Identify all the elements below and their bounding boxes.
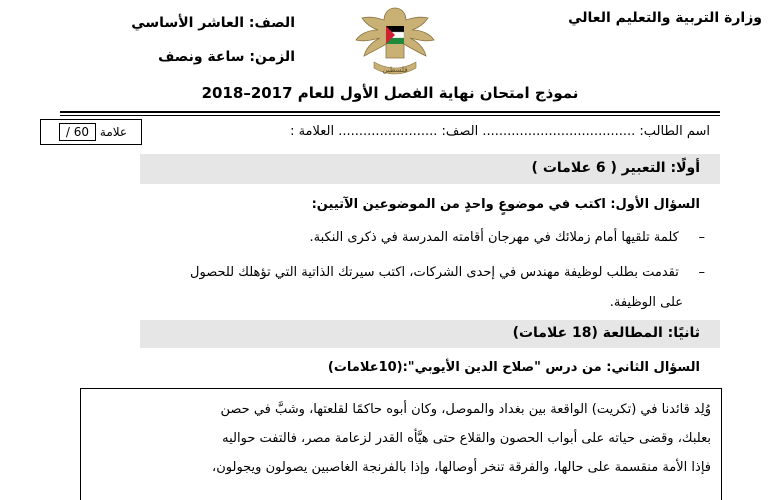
bullet-item: – كلمة تلقيها أمام زملائك في مهرجان أقامته المدرسة في ذكرى النكبة. <box>309 230 705 245</box>
palestine-emblem-icon <box>350 0 440 82</box>
score-unit: علامة <box>99 125 128 139</box>
time-label: الزمن: ساعة ونصف <box>158 49 295 65</box>
section2-heading: ثانيًا: المطالعة (18 علامات) <box>512 325 700 341</box>
emblem-text: فلسطين <box>382 66 408 74</box>
bullet-item: – تقدمت بطلب لوظيفة مهندس في إحدى الشركات، اكتب سيرتك الذاتية التي تؤهلك للحصول <box>190 265 705 280</box>
bullet-text: كلمة تلقيها أمام زملائك في مهرجان أقامته المدرسة في ذكرى النكبة. <box>309 230 679 245</box>
question2-label: السؤال الثاني: من درس "صلاح الدين الأيوبي":(10علامات) <box>327 360 700 375</box>
passage-line: فإذا الأمة منقسمة على حالها، والفرقة تنخر أوصالها، وإذا بالفرنجة الغاصبين يصولون ويجولون، <box>212 460 711 475</box>
grade-label: الصف: العاشر الأساسي <box>131 15 295 31</box>
header-right <box>522 6 762 30</box>
student-info-line: اسم الطالب: ..................................... الصف: ........................ العلامة : <box>290 124 710 139</box>
score-box <box>40 119 142 145</box>
ministry-name: وزارة التربية والتعليم العالي <box>568 10 762 26</box>
header-left <box>95 6 295 74</box>
score-slash: / 60 <box>59 123 96 141</box>
bullet-text: تقدمت بطلب لوظيفة مهندس في إحدى الشركات، اكتب سيرتك الذاتية التي تؤهلك للحصول <box>190 265 679 280</box>
divider-thick <box>60 111 720 113</box>
divider-thin <box>60 115 720 116</box>
passage-line: وُلِد قائدنا في (تكريت) الواقعة بين بغداد والموصل، وكان أبوه حاكمًا لقلعتها، وشبَّ في حصن <box>220 402 711 417</box>
bullet-continuation: على الوظيفة. <box>609 295 683 310</box>
reading-passage <box>80 388 722 500</box>
question1-label: السؤال الأول: اكتب في موضوعٍ واحدٍ من الموضوعين الآتيين: <box>311 197 700 212</box>
exam-title: نموذج امتحان نهاية الفصل الأول للعام 2017–2018 <box>201 84 579 102</box>
passage-line: بعلبك، وقضى حياته على أبواب الحصون والقلاع حتى هيَّأه القدر لزعامة مصر، فالتفت حواليه <box>222 431 711 446</box>
section1-heading: أولًا: التعبير ( 6 علامات ) <box>531 160 700 176</box>
